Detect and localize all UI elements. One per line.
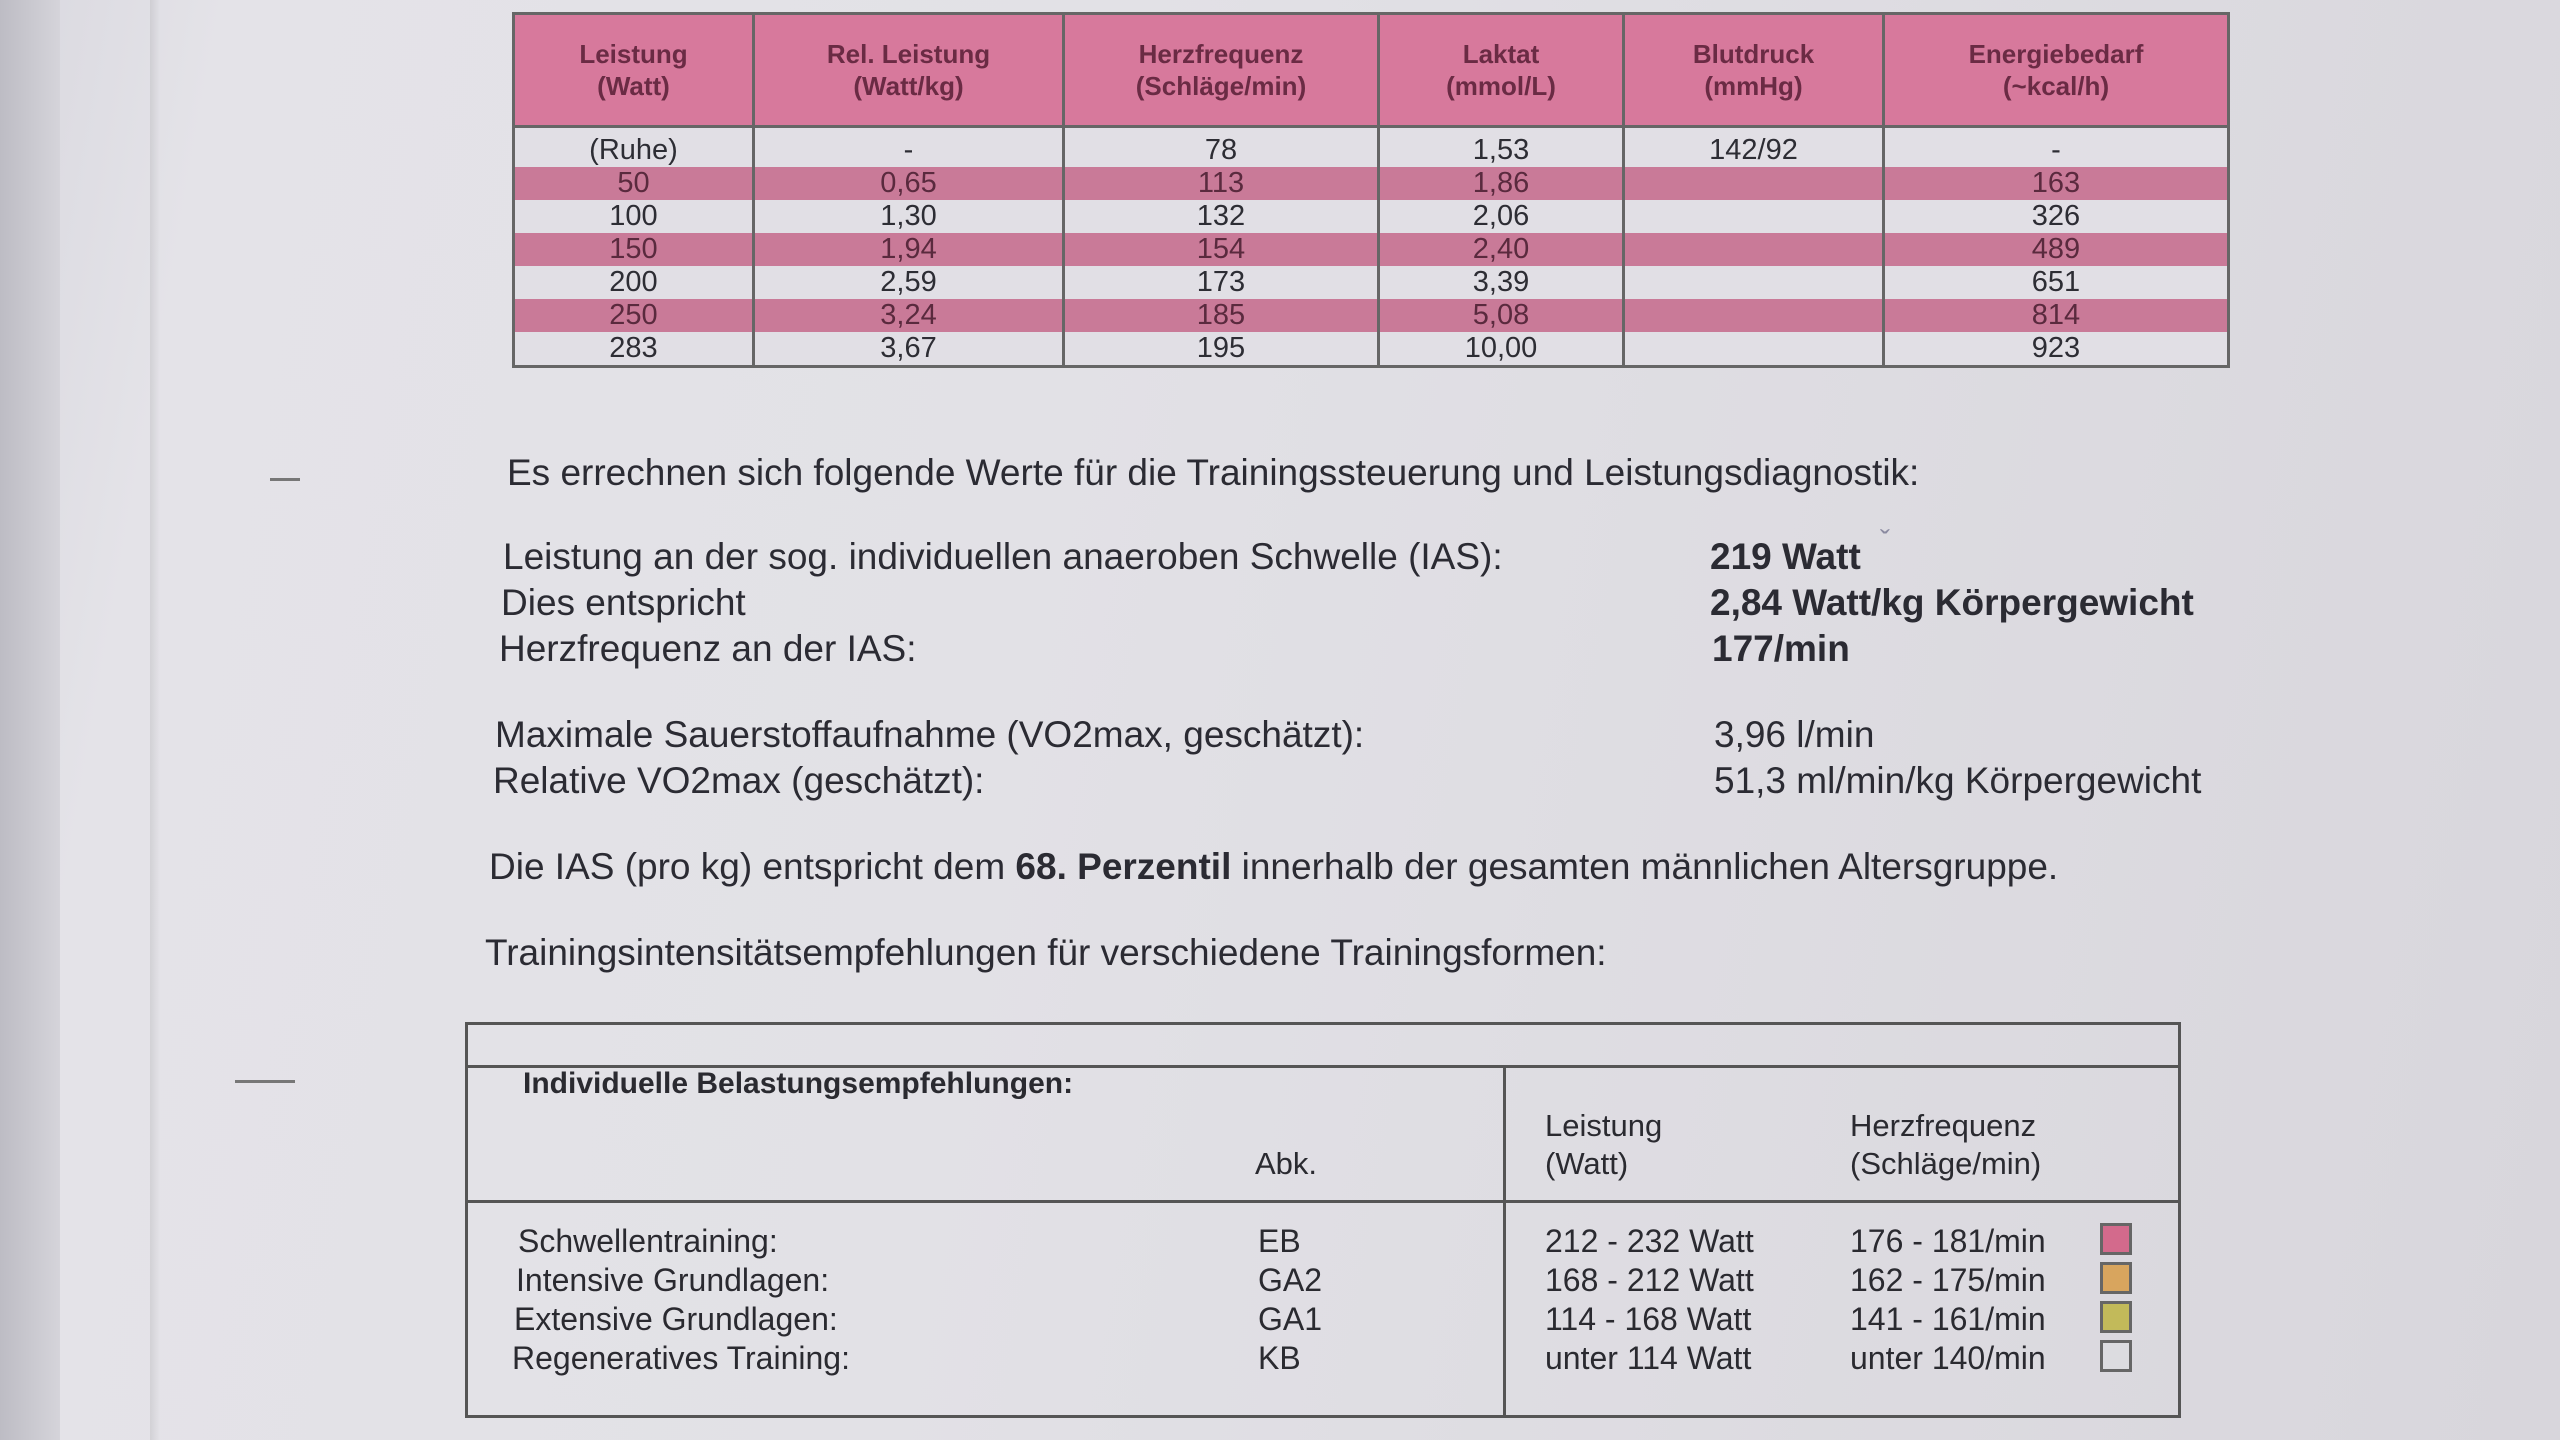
cell: 78 xyxy=(1064,127,1379,168)
cell: 0,65 xyxy=(754,167,1064,200)
table-header-row xyxy=(514,14,2229,127)
cell xyxy=(1624,299,1884,332)
row-abbr: GA2 xyxy=(1258,1262,1323,1298)
cell: 10,00 xyxy=(1379,332,1624,367)
cell xyxy=(1624,233,1884,266)
margin-mark xyxy=(235,1080,295,1083)
hr-header: Herzfrequenz (Schläge/min) xyxy=(1850,1108,2042,1181)
cell xyxy=(1624,167,1884,200)
cell: 2,06 xyxy=(1379,200,1624,233)
row-abbr: GA1 xyxy=(1258,1301,1323,1337)
performance-table xyxy=(512,12,2230,368)
row-name: Regeneratives Training: xyxy=(512,1340,850,1376)
cell: 5,08 xyxy=(1379,299,1624,332)
cell: 651 xyxy=(1884,266,2229,299)
cell: 150 xyxy=(514,233,754,266)
cell: 113 xyxy=(1064,167,1379,200)
row-power: 212 - 232 Watt xyxy=(1545,1223,1754,1259)
cell: 283 xyxy=(514,332,754,367)
cell: 489 xyxy=(1884,233,2229,266)
ias-relative-label: Dies entspricht xyxy=(501,582,746,623)
cell: 1,30 xyxy=(754,200,1064,233)
table-row xyxy=(514,127,2229,168)
cell: 100 xyxy=(514,200,754,233)
divider xyxy=(1503,1065,1506,1415)
cell xyxy=(1624,266,1884,299)
cell: 50 xyxy=(514,167,754,200)
cell: 154 xyxy=(1064,233,1379,266)
cell: 200 xyxy=(514,266,754,299)
abbr-header: Abk. xyxy=(1255,1146,1318,1181)
relative-vo2max-value: 51,3 ml/min/kg Körpergewicht xyxy=(1714,760,2202,801)
header-power: Leistung (Watt) xyxy=(514,14,754,127)
recommendation-title: Individuelle Belastungsempfehlungen: xyxy=(523,1067,1074,1100)
color-swatch-kb xyxy=(2100,1340,2132,1372)
cell: 326 xyxy=(1884,200,2229,233)
cell: 2,40 xyxy=(1379,233,1624,266)
cell: 814 xyxy=(1884,299,2229,332)
cell: (Ruhe) xyxy=(514,127,754,168)
color-swatch-ga2 xyxy=(2100,1262,2132,1294)
row-name: Schwellentraining: xyxy=(518,1223,778,1259)
cell: 173 xyxy=(1064,266,1379,299)
header-rel-power: Rel. Leistung (Watt/kg) xyxy=(754,14,1064,127)
recommendation-intro: Trainingsintensitätsempfehlungen für verschiedene Trainingsformen: xyxy=(485,932,1607,973)
header-heart-rate: Herzfrequenz (Schläge/min) xyxy=(1064,14,1379,127)
header-energy: Energiebedarf (~kcal/h) xyxy=(1884,14,2229,127)
recommendation-table xyxy=(465,1022,2181,1418)
row-abbr: KB xyxy=(1258,1340,1301,1376)
ias-hr-label: Herzfrequenz an der IAS: xyxy=(499,628,917,669)
row-abbr: EB xyxy=(1258,1223,1301,1259)
row-hr: 162 - 175/min xyxy=(1850,1262,2046,1298)
relative-vo2max-label: Relative VO2max (geschätzt): xyxy=(493,760,985,801)
cell xyxy=(1624,200,1884,233)
cell: 185 xyxy=(1064,299,1379,332)
row-hr: 176 - 181/min xyxy=(1850,1223,2046,1259)
cell: 3,67 xyxy=(754,332,1064,367)
paper-left-edge xyxy=(0,0,60,1440)
ias-relative-value: 2,84 Watt/kg Körpergewicht xyxy=(1710,582,2194,623)
cell: 923 xyxy=(1884,332,2229,367)
table-row xyxy=(514,332,2229,367)
cell: 250 xyxy=(514,299,754,332)
percentile-value: 68. Perzentil xyxy=(1015,846,1232,887)
handwritten-check: ˇ xyxy=(1880,525,1890,558)
header-blood-pressure: Blutdruck (mmHg) xyxy=(1624,14,1884,127)
table-row xyxy=(514,167,2229,200)
cell: - xyxy=(1884,127,2229,168)
cell xyxy=(1624,332,1884,367)
margin-mark xyxy=(270,478,300,481)
row-power: unter 114 Watt xyxy=(1545,1340,1752,1376)
intro-text: Es errechnen sich folgende Werte für die Trainingssteuerung und Leistungsdiagnostik: xyxy=(507,452,1920,493)
row-power: 168 - 212 Watt xyxy=(1545,1262,1754,1298)
table-row xyxy=(514,200,2229,233)
color-swatch-ga1 xyxy=(2100,1301,2132,1333)
row-hr: 141 - 161/min xyxy=(1850,1301,2046,1337)
cell: 1,53 xyxy=(1379,127,1624,168)
power-header: Leistung (Watt) xyxy=(1545,1108,1663,1181)
cell: 195 xyxy=(1064,332,1379,367)
percentile-sentence: Die IAS (pro kg) entspricht dem 68. Perzentil innerhalb der gesamten männlichen Altersgruppe. xyxy=(489,846,2059,887)
row-power: 114 - 168 Watt xyxy=(1545,1301,1752,1337)
row-name: Intensive Grundlagen: xyxy=(516,1262,830,1298)
cell: - xyxy=(754,127,1064,168)
cell: 3,24 xyxy=(754,299,1064,332)
ias-hr-value: 177/min xyxy=(1712,628,1850,669)
cell: 3,39 xyxy=(1379,266,1624,299)
cell: 163 xyxy=(1884,167,2229,200)
color-swatch-eb xyxy=(2100,1223,2132,1255)
vo2max-value: 3,96 l/min xyxy=(1714,714,1875,755)
header-lactate: Laktat (mmol/L) xyxy=(1379,14,1624,127)
divider xyxy=(468,1200,2178,1203)
ias-power-value: 219 Watt xyxy=(1710,536,1861,577)
table-row xyxy=(514,266,2229,299)
table-row xyxy=(514,299,2229,332)
row-name: Extensive Grundlagen: xyxy=(514,1301,838,1337)
paper-shadow xyxy=(150,0,160,1440)
cell: 132 xyxy=(1064,200,1379,233)
cell: 142/92 xyxy=(1624,127,1884,168)
cell: 1,86 xyxy=(1379,167,1624,200)
table-row xyxy=(514,233,2229,266)
vo2max-label: Maximale Sauerstoffaufnahme (VO2max, geschätzt): xyxy=(495,714,1365,755)
cell: 2,59 xyxy=(754,266,1064,299)
ias-power-label: Leistung an der sog. individuellen anaeroben Schwelle (IAS): xyxy=(503,536,1503,577)
row-hr: unter 140/min xyxy=(1850,1340,2046,1376)
cell: 1,94 xyxy=(754,233,1064,266)
